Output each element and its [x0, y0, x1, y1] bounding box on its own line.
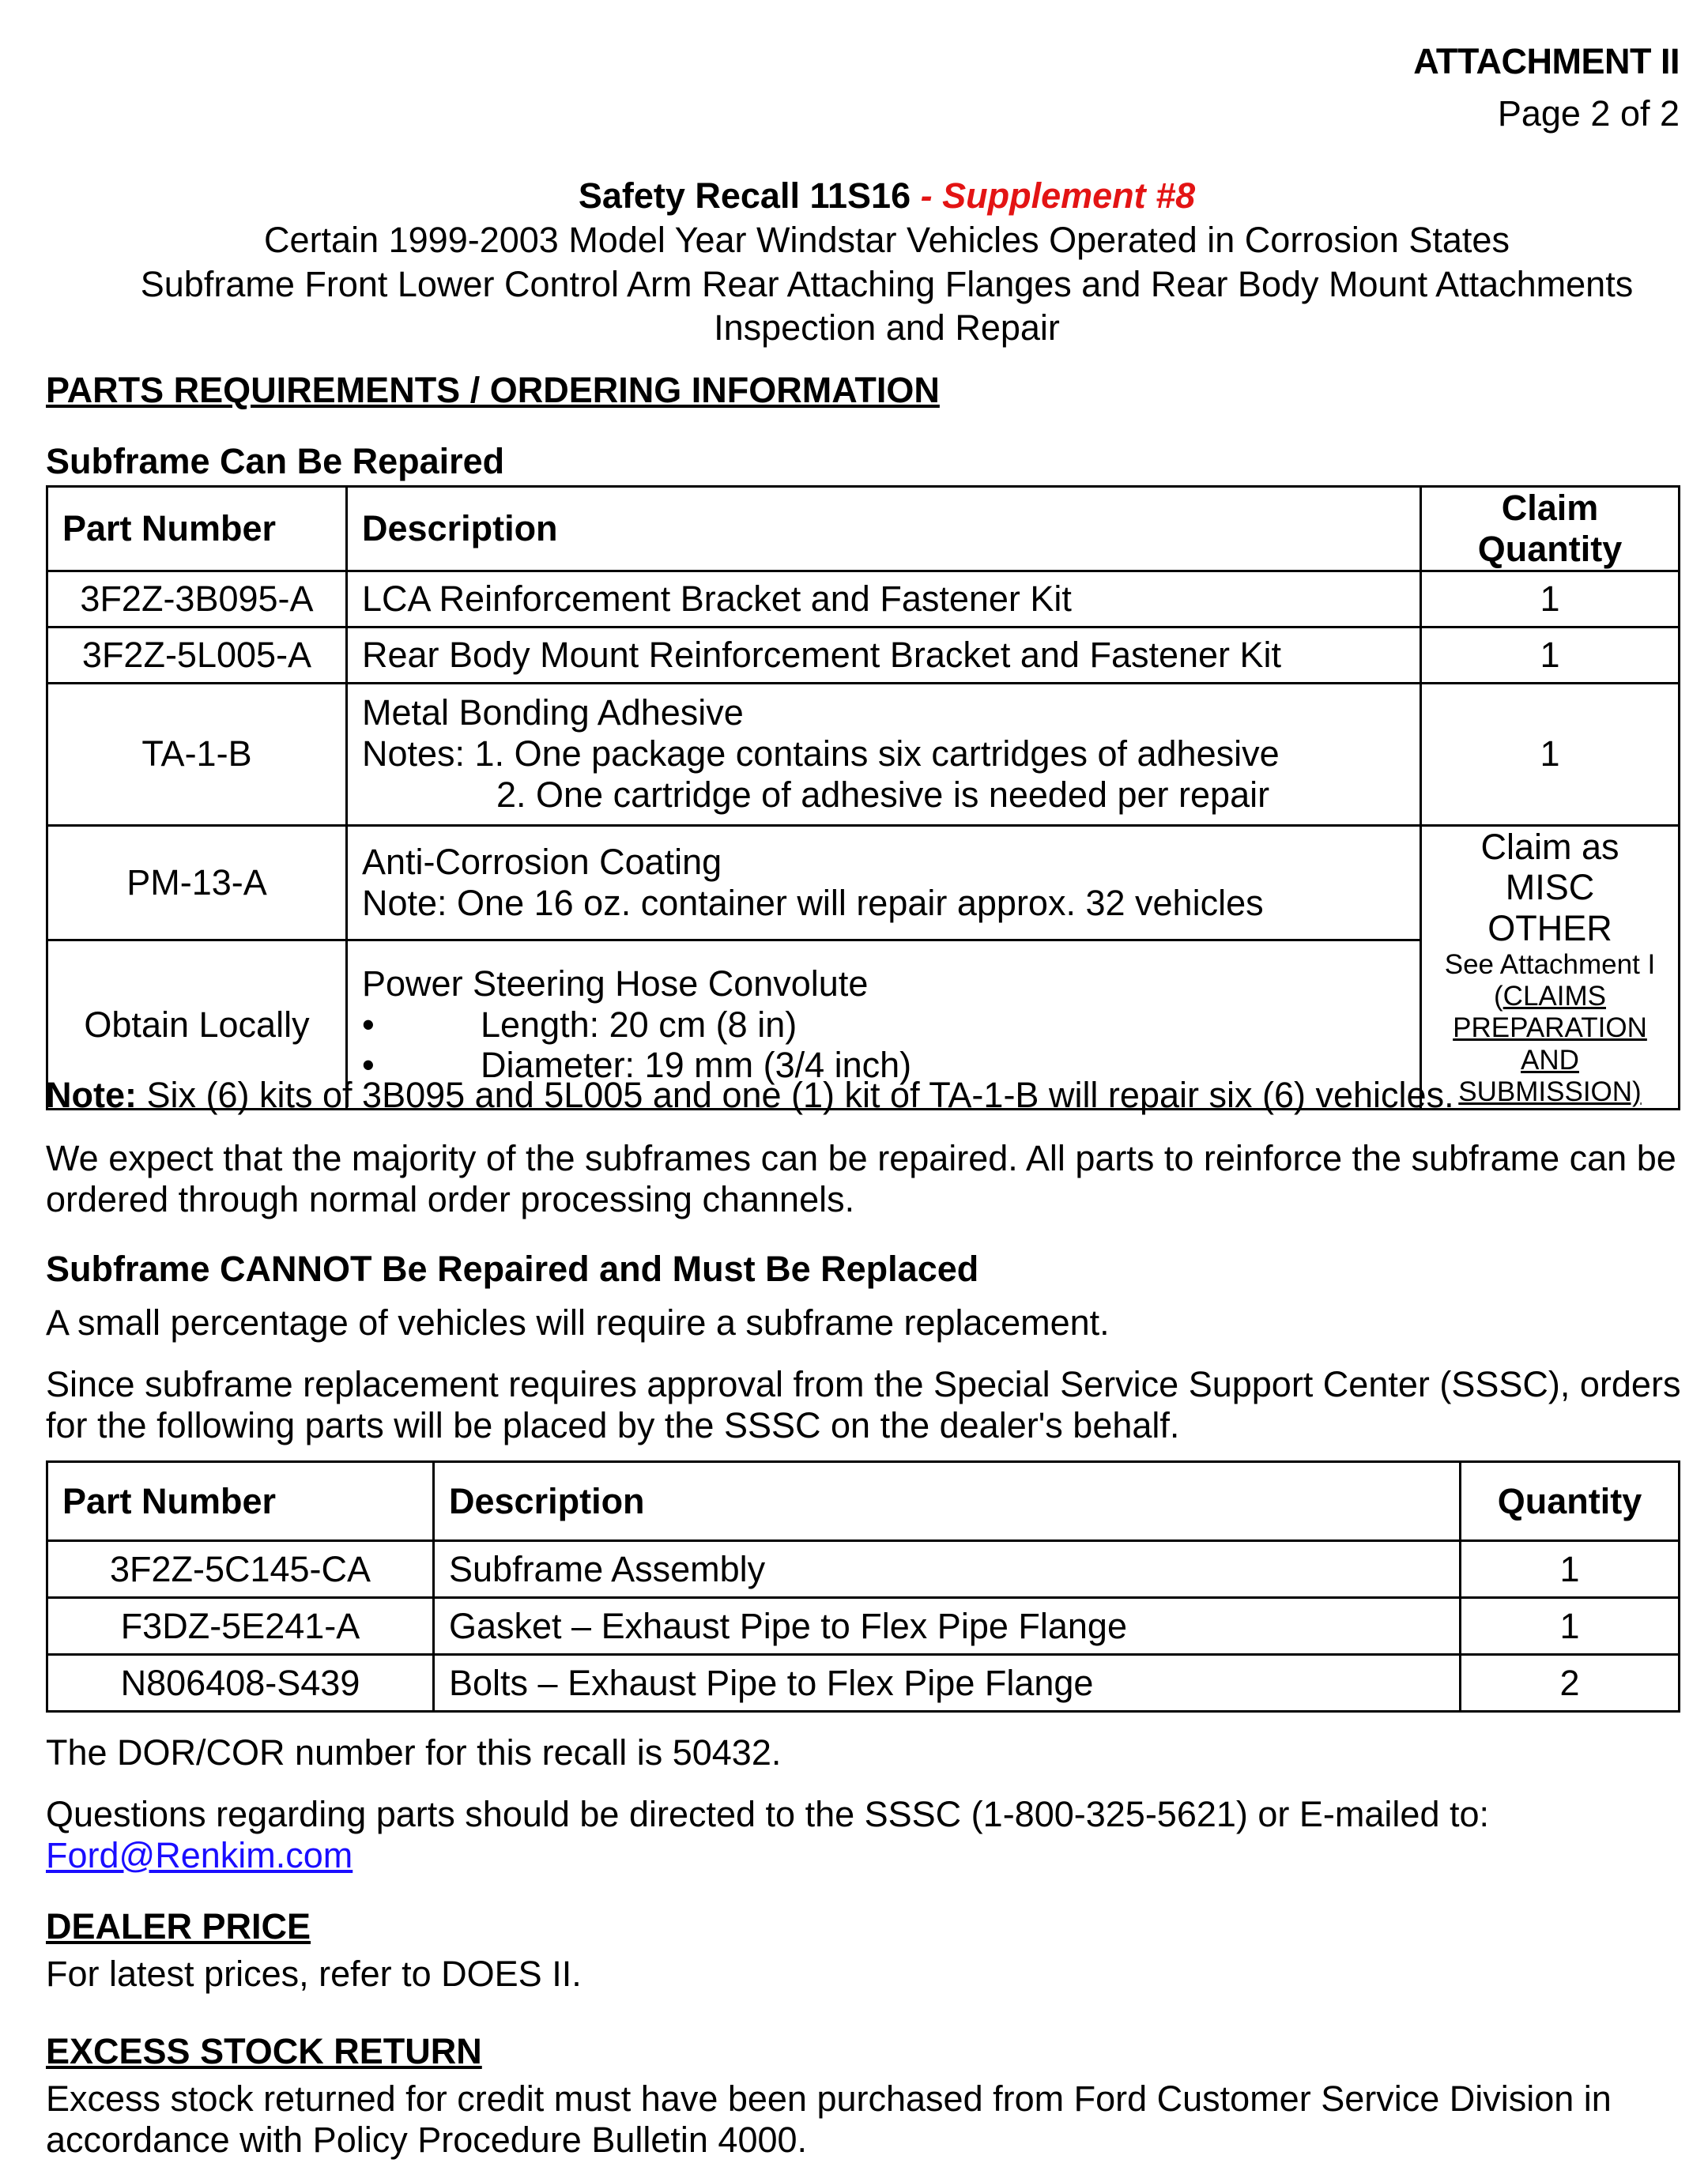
misc-line: Claim as MISC [1480, 826, 1619, 908]
quantity-cell: 1 [1421, 571, 1680, 627]
misc-line[interactable]: PREPARATION AND [1453, 1012, 1647, 1076]
quantity-cell: 1 [1461, 1541, 1680, 1598]
misc-line: OTHER [1487, 908, 1612, 948]
description-cell: Bolts – Exhaust Pipe to Flex Pipe Flange [434, 1655, 1461, 1712]
description-cell: Gasket – Exhaust Pipe to Flex Pipe Flange [434, 1598, 1461, 1655]
misc-line [1436, 981, 1664, 1012]
table-row [47, 1655, 1680, 1712]
column-header: Claim Quantity [1421, 487, 1680, 571]
replace-paragraph-2: Since subframe replacement requires approval from the Special Service Support Center (SSSC), orders for the following parts will be placed by the SSSC on the dealer's behalf. [46, 1364, 1681, 1445]
table-header-row [47, 1462, 1680, 1541]
part-number-cell: 3F2Z-3B095-A [47, 571, 347, 627]
subframe-replaced-heading: Subframe CANNOT Be Repaired and Must Be Replaced [46, 1249, 979, 1289]
description-cell: Subframe Assembly [434, 1541, 1461, 1598]
title-separator: - [911, 175, 943, 216]
repair-parts-table [46, 485, 1680, 1110]
recall-title [46, 175, 1708, 217]
description-text: Power Steering Hose Convolute [362, 963, 869, 1004]
bullet-item [362, 1004, 1405, 1046]
attachment-header [1413, 41, 1680, 134]
table-row [47, 683, 1680, 825]
bullet-text: Length: 20 cm (8 in) [481, 1004, 797, 1045]
misc-paren: ( [1494, 981, 1503, 1012]
misc-claim-cell [1421, 825, 1680, 1110]
column-header: Description [434, 1462, 1461, 1541]
supplement-label: Supplement #8 [942, 175, 1196, 216]
parts-requirements-heading: PARTS REQUIREMENTS / ORDERING INFORMATION [46, 370, 940, 410]
title-line-2: Certain 1999-2003 Model Year Windstar Vehicles Operated in Corrosion States [264, 219, 1510, 260]
part-number-cell: PM-13-A [47, 825, 347, 940]
description-note: 2. One cartridge of adhesive is needed per repair [496, 774, 1270, 815]
excess-stock-heading: EXCESS STOCK RETURN [46, 2031, 482, 2071]
column-header: Description [347, 487, 1421, 571]
replacement-parts-table [46, 1460, 1680, 1713]
note-label: Note: [46, 1075, 137, 1115]
title-line-4: Inspection and Repair [714, 307, 1060, 349]
bullet-icon: • [362, 1045, 375, 1086]
description-note: Notes: 1. One package contains six cartridges of adhesive [362, 733, 1280, 774]
quantity-cell: 1 [1421, 627, 1680, 683]
note-paragraph [46, 1075, 1690, 1116]
description-cell [347, 683, 1421, 825]
replace-paragraph-1: A small percentage of vehicles will require a subframe replacement. [46, 1302, 1110, 1343]
quantity-cell: 2 [1461, 1655, 1680, 1712]
column-header: Quantity [1461, 1462, 1680, 1541]
bullet-icon: • [362, 1004, 375, 1045]
email-link[interactable]: Ford@Renkim.com [46, 1834, 353, 1875]
title-line-3: Subframe Front Lower Control Arm Rear Attaching Flanges and Rear Body Mount Attachments [140, 263, 1634, 304]
column-header: Part Number [47, 1462, 434, 1541]
description-text: Metal Bonding Adhesive [362, 692, 744, 733]
dealer-price-heading: DEALER PRICE [46, 1906, 311, 1946]
description-note: Note: One 16 oz. container will repair approx. 32 vehicles [362, 882, 1264, 923]
table-row [47, 571, 1680, 627]
part-number-cell: TA-1-B [47, 683, 347, 825]
page-number: Page 2 of 2 [1497, 92, 1680, 134]
description-cell: LCA Reinforcement Bracket and Fastener Kit [347, 571, 1421, 627]
misc-line: See Attachment I [1444, 948, 1656, 980]
description-cell [347, 825, 1421, 940]
quantity-cell: 1 [1421, 683, 1680, 825]
part-number-cell: 3F2Z-5L005-A [47, 627, 347, 683]
part-number-cell: 3F2Z-5C145-CA [47, 1541, 434, 1598]
column-header: Part Number [47, 487, 347, 571]
note-text: Six (6) kits of 3B095 and 5L005 and one (1) kit of TA-1-B will repair six (6) vehicles. [136, 1075, 1454, 1115]
misc-line[interactable]: SUBMISSION) [1458, 1076, 1642, 1107]
table-header-row [47, 487, 1680, 571]
quantity-cell: 1 [1461, 1598, 1680, 1655]
claims-link[interactable]: CLAIMS [1503, 981, 1606, 1012]
questions-paragraph [46, 1794, 1690, 1876]
questions-text: Questions regarding parts should be directed to the SSSC (1-800-325-5621) or E-mailed to: [46, 1794, 1490, 1834]
part-number-cell: Obtain Locally [47, 940, 347, 1110]
dealer-price-text: For latest prices, refer to DOES II. [46, 1954, 582, 1994]
description-text: Anti-Corrosion Coating [362, 842, 722, 883]
recall-number: Safety Recall 11S16 [578, 175, 911, 216]
expect-paragraph: We expect that the majority of the subframes can be repaired. All parts to reinforce the subframe can be ordered through normal order processing channels. [46, 1138, 1676, 1219]
attachment-label: ATTACHMENT II [1413, 41, 1680, 81]
bullet-text: Diameter: 19 mm (3/4 inch) [481, 1045, 912, 1086]
part-number-cell: N806408-S439 [47, 1655, 434, 1712]
excess-stock-text: Excess stock returned for credit must have been purchased from Ford Customer Service Division in accordance with Policy Procedure Bulletin 4000. [46, 2078, 1612, 2160]
part-number-cell: F3DZ-5E241-A [47, 1598, 434, 1655]
table-row [47, 825, 1680, 940]
subframe-repaired-heading: Subframe Can Be Repaired [46, 441, 505, 481]
description-cell: Rear Body Mount Reinforcement Bracket and Fastener Kit [347, 627, 1421, 683]
table-row [47, 1598, 1680, 1655]
title-block [46, 175, 1708, 349]
table-row [47, 1541, 1680, 1598]
dor-paragraph: The DOR/COR number for this recall is 50432. [46, 1732, 782, 1773]
table-row [47, 627, 1680, 683]
